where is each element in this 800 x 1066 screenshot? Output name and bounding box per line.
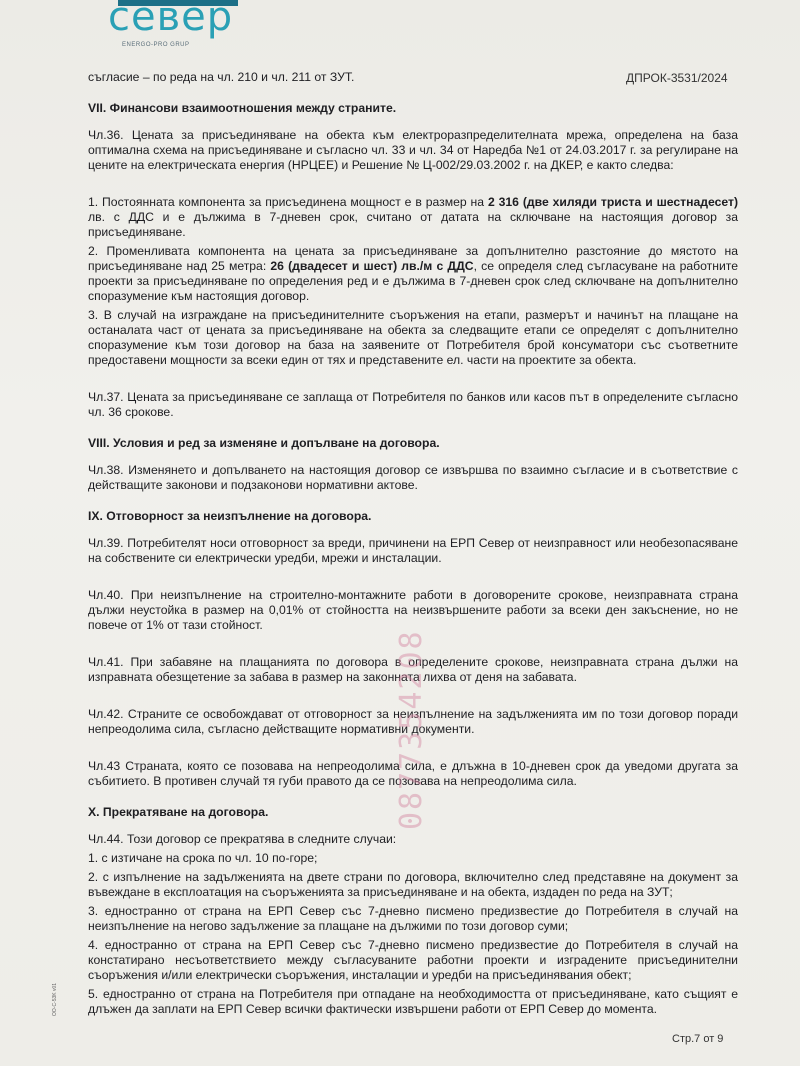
page-number: Стр.7 от 9 (672, 1033, 724, 1045)
article-40: Чл.40. При неизпълнение на строително-монтажните работи в договорените срокове, неизправната страна дължи неустойка в размер на 0,01% от стойността на неизвършените работи за всеки ден закъснение, но не повече от 1% от тази стойност. (88, 588, 738, 632)
article-37: Чл.37. Цената за присъединяване се заплаща от Потребителя по банков или касов път в определените съгласно чл. 36 срокове. (88, 390, 738, 419)
article-36-item-2-a: 2. Променливата компонента на цената за присъединяване за допълнително разстояние до мястото на присъединяване над 25 метра: (88, 244, 738, 273)
article-36-item-1-c: лв. с ДДС и е дължима в 7-дневен срок, считано от датата на сключване на настоящия договор за присъединяване. (88, 210, 738, 239)
document-body (88, 62, 738, 1017)
phone-watermark: 0877354208 (394, 629, 429, 830)
article-36-item-1-amount: 2 316 (две хиляди триста и шестнадесет) (487, 195, 739, 209)
section-x-title: X. Прекратяване на договора. (88, 805, 269, 819)
article-41: Чл.41. При забавяне на плащанията по договора в определените срокове, неизправната страна дължи на изправната обезщетение за забава в размер на законната лихва от деня на забавата. (88, 655, 738, 684)
article-36-item-2 (88, 244, 738, 304)
article-44-item-3: 3. едностранно от страна на ЕРП Север със 7-дневно писмено предизвестие до Потребителя в случай на неизпълнение на негово задължение за плащане на дължими по този договор суми; (88, 904, 738, 933)
article-44-item-4: 4. едностранно от страна на ЕРП Север със 7-дневно писмено предизвестие до Потребителя в случай на констатирано несъответствието между съгласуваните работни проекти и изградените присъединителни съоръжения и/или електрически съоръжения, инсталации и уредби на присъединявания обект; (88, 938, 738, 982)
document-code: ДПРОК-3531/2024 (626, 71, 728, 85)
article-39: Чл.39. Потребителят носи отговорност за вреди, причинени на ЕРП Север от неизправност или необезопасяване на собствените си електрически уредби, мрежи и инсталации. (88, 536, 738, 565)
article-42: Чл.42. Страните се освобождават от отговорност за неизпълнение на задълженията им по този договор поради непреодолима сила, съгласно действащите нормативни документи. (88, 707, 738, 736)
article-44-item-1: 1. с изтичане на срока по чл. 10 по-горе; (88, 851, 318, 865)
article-44: Чл.44. Този договор се прекратява в следните случаи: (88, 832, 397, 846)
company-logo (52, 0, 232, 60)
article-36-item-2-c: , се определя след съгласуване на работните проекти за присъединяване по определения ред и е дължима в 7-дневен срок след сключване на допълнително споразумение към настоящия договор. (88, 259, 738, 303)
article-36-item-2-amount: 26 (двадесет и шест) лв./м с ДДС (270, 259, 474, 273)
form-code: OO-C-53K v01 (52, 982, 58, 1016)
logo-subtitle: ENERGO-PRO GRUP (122, 42, 190, 48)
section-viii-title: VIII. Условия и ред за изменяне и допълване на договора. (88, 436, 440, 450)
section-vii-title: VII. Финансови взаимоотношения между страните. (88, 101, 397, 115)
article-36-item-1-a: 1. Постоянната компонента за присъединена мощност е в размер на (88, 195, 488, 209)
article-38: Чл.38. Изменянето и допълването на настоящия договор се извършва по взаимно съгласие и в съответствие с действащите законови и подзаконови нормативни актове. (88, 463, 738, 492)
article-36-item-3: 3. В случай на изграждане на присъединителните съоръжения на етапи, размерът и начинът на плащане на останалата част от цената за присъединяване на обекта за следващите етапи се определят с допълнително споразумение към този договор на база на заявените от Потребителя брой консуматори със съответните предоставени мощности за всеки един от тях и представените ел. части на проектите за обекта. (88, 308, 738, 367)
article-43: Чл.43 Страната, която се позовава на непреодолима сила, е длъжна в 10-дневен срок да уведоми другата за събитието. В противен случай тя губи правото да се позовава на непреодолима сила. (88, 759, 738, 788)
article-36: Чл.36. Цената за присъединяване на обекта към електроразпределителната мрежа, определена на база оптимална схема на присъединяване и съгласно чл. 33 и чл. 34 от Наредба №1 от 24.03.2017 г. за регулиране на цените на електрическата енергия (НРЦЕЕ) и Решение № Ц-002/29.03.2002 г. на ДКЕР, е както следва: (88, 128, 738, 172)
article-36-item-1 (88, 195, 738, 240)
top-line: съгласие – по реда на чл. 210 и чл. 211 от ЗУТ. (88, 70, 355, 84)
article-44-item-5: 5. едностранно от страна на Потребителя при отпадане на необходимостта от присъединяване, като същият е длъжен да заплати на ЕРП Север всички фактически извършени работи от ЕРП Север до момента. (88, 987, 738, 1016)
section-ix-title: IX. Отговорност за неизпълнение на договора. (88, 509, 372, 523)
logo-text: север (108, 0, 234, 40)
article-44-item-2: 2. с изпълнение на задълженията на двете страни по договора, включително след представяне на документ за въвеждане в експлоатация на съоръженията за присъединяване и на обекта, издаден по реда на ЗУТ; (88, 870, 738, 899)
